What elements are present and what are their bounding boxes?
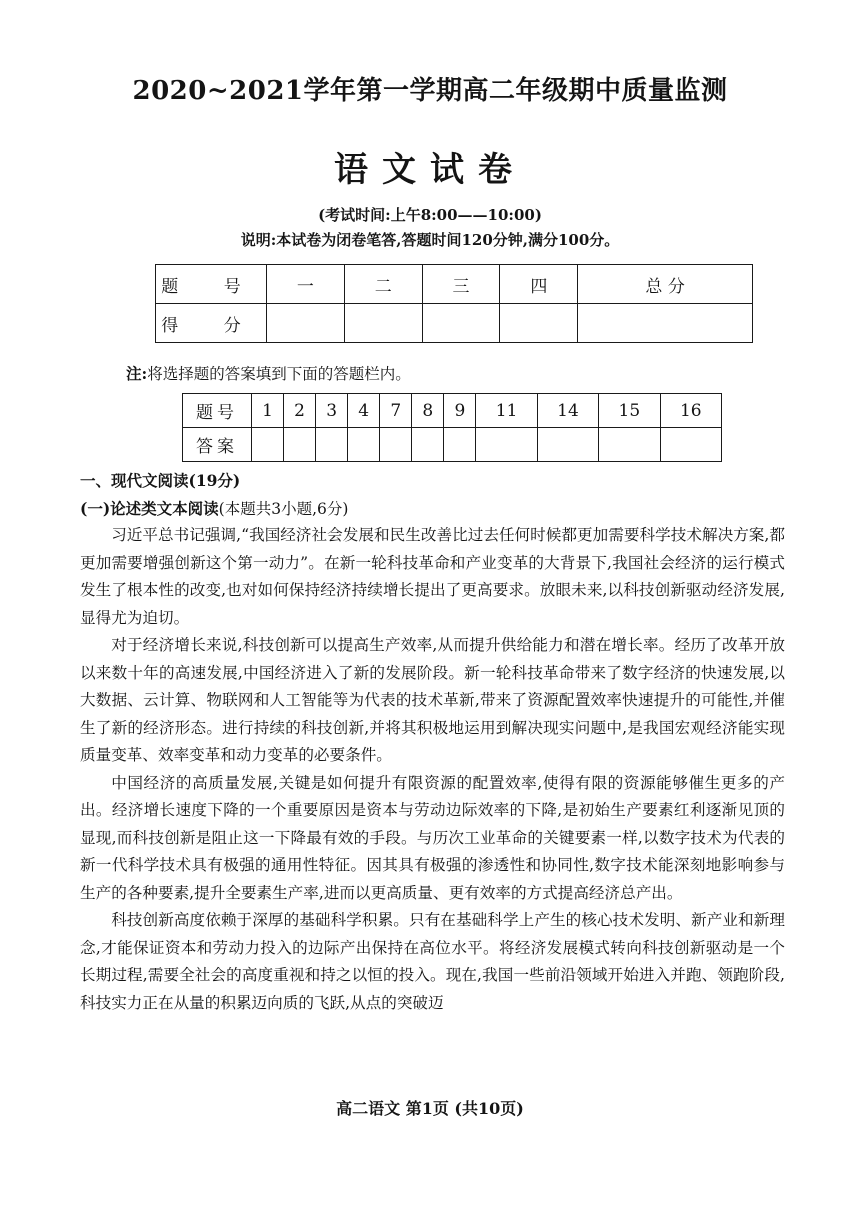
note-text: 将选择题的答案填到下面的答题栏内。 <box>147 365 411 383</box>
page-footer: 高二语文 第1页 (共10页) <box>336 1099 524 1118</box>
note-label: 注: <box>126 364 148 383</box>
answer-note <box>126 362 411 384</box>
question-number: 7 <box>380 394 412 428</box>
subsection-detail: (本题共3小题,6分) <box>218 500 349 518</box>
answer-cell[interactable] <box>316 428 348 462</box>
question-number: 15 <box>599 394 660 428</box>
score-cell-2[interactable] <box>344 304 422 343</box>
answer-table <box>182 393 722 462</box>
answer-cell[interactable] <box>537 428 598 462</box>
answer-cell[interactable] <box>476 428 537 462</box>
answer-row-label: 答案 <box>183 428 252 462</box>
answer-cell[interactable] <box>412 428 444 462</box>
exam-header: 2020~2021学年第一学期高二年级期中质量监测 <box>132 76 728 106</box>
score-table <box>155 264 753 343</box>
answer-cell[interactable] <box>444 428 476 462</box>
answer-cell[interactable] <box>252 428 284 462</box>
question-number: 1 <box>252 394 284 428</box>
answer-table-answer-row <box>183 428 722 462</box>
score-col-2: 二 <box>344 265 422 304</box>
passage-paragraph: 习近平总书记强调,“我国经济社会发展和民生改善比过去任何时候都更加需要科学技术解决方案,都更加需要增强创新这个第一动力”。在新一轮科技革命和产业变革的大背景下,我国社会经济的运行模式发生了根本性的改变,也对如何保持经济持续增长提出了更高要求。放眼未来,以科技创新驱动经济发展,显得尤为迫切。 <box>80 526 785 627</box>
score-cell-1[interactable] <box>267 304 345 343</box>
score-cell-3[interactable] <box>422 304 500 343</box>
answer-cell[interactable] <box>348 428 380 462</box>
question-number: 14 <box>537 394 598 428</box>
score-table-score-row <box>156 304 753 343</box>
score-table-header-row <box>156 265 753 304</box>
score-col-3: 三 <box>422 265 500 304</box>
passage-paragraph: 对于经济增长来说,科技创新可以提高生产效率,从而提升供给能力和潜在增长率。经历了改革开放以来数十年的高速发展,中国经济进入了新的发展阶段。新一轮科技革命带来了数字经济的快速发展,以大数据、云计算、物联网和人工智能等为代表的技术革新,带来了资源配置效率快速提升的可能性,并催生了新的经济形态。进行持续的科技创新,并将其积极地运用到解决现实问题中,是我国宏观经济能实现质量变革、效率变革和动力变革的必要条件。 <box>80 636 785 764</box>
question-number: 4 <box>348 394 380 428</box>
score-cell-4[interactable] <box>500 304 578 343</box>
answer-cell[interactable] <box>380 428 412 462</box>
exam-instructions: 说明:本试卷为闭卷笔答,答题时间120分钟,满分100分。 <box>240 231 620 249</box>
question-number: 3 <box>316 394 348 428</box>
score-row-label: 题 号 <box>156 265 267 304</box>
score-cell-total[interactable] <box>578 304 753 343</box>
question-number: 11 <box>476 394 537 428</box>
answer-cell[interactable] <box>599 428 660 462</box>
score-col-4: 四 <box>500 265 578 304</box>
reading-passage <box>80 522 785 1017</box>
answer-table-question-row <box>183 394 722 428</box>
score-col-total: 总 分 <box>578 265 753 304</box>
paper-title: 语文试卷 <box>334 150 526 190</box>
question-row-label: 题号 <box>183 394 252 428</box>
answer-cell[interactable] <box>284 428 316 462</box>
score-col-1: 一 <box>267 265 345 304</box>
subsection-heading <box>80 497 348 519</box>
question-number: 16 <box>660 394 721 428</box>
question-number: 9 <box>444 394 476 428</box>
question-number: 2 <box>284 394 316 428</box>
exam-time: (考试时间:上午8:00——10:00) <box>318 206 542 224</box>
question-number: 8 <box>412 394 444 428</box>
answer-cell[interactable] <box>660 428 721 462</box>
subsection-label: (一)论述类文本阅读 <box>80 499 219 518</box>
passage-paragraph: 科技创新高度依赖于深厚的基础科学积累。只有在基础科学上产生的核心技术发明、新产业和新理念,才能保证资本和劳动力投入的边际产出保持在高位水平。将经济发展模式转向科技创新驱动是一个长期过程,需要全社会的高度重视和持之以恒的投入。现在,我国一些前沿领域开始进入并跑、领跑阶段,科技实力正在从量的积累迈向质的飞跃,从点的突破迈 <box>80 911 785 1012</box>
passage-paragraph: 中国经济的高质量发展,关键是如何提升有限资源的配置效率,使得有限的资源能够催生更多的产出。经济增长速度下降的一个重要原因是资本与劳动边际效率的下降,是初始生产要素红利逐渐见顶的显现,而科技创新是阻止这一下降最有效的手段。与历次工业革命的关键要素一样,以数字技术为代表的新一代科学技术具有极强的通用性特征。因其具有极强的渗透性和协同性,数字技术能深刻地影响参与生产的各种要素,提升全要素生产率,进而以更高质量、更有效率的方式提高经济总产出。 <box>80 773 785 902</box>
score-value-label: 得 分 <box>156 304 267 343</box>
section-heading: 一、现代文阅读(19分) <box>80 471 241 490</box>
